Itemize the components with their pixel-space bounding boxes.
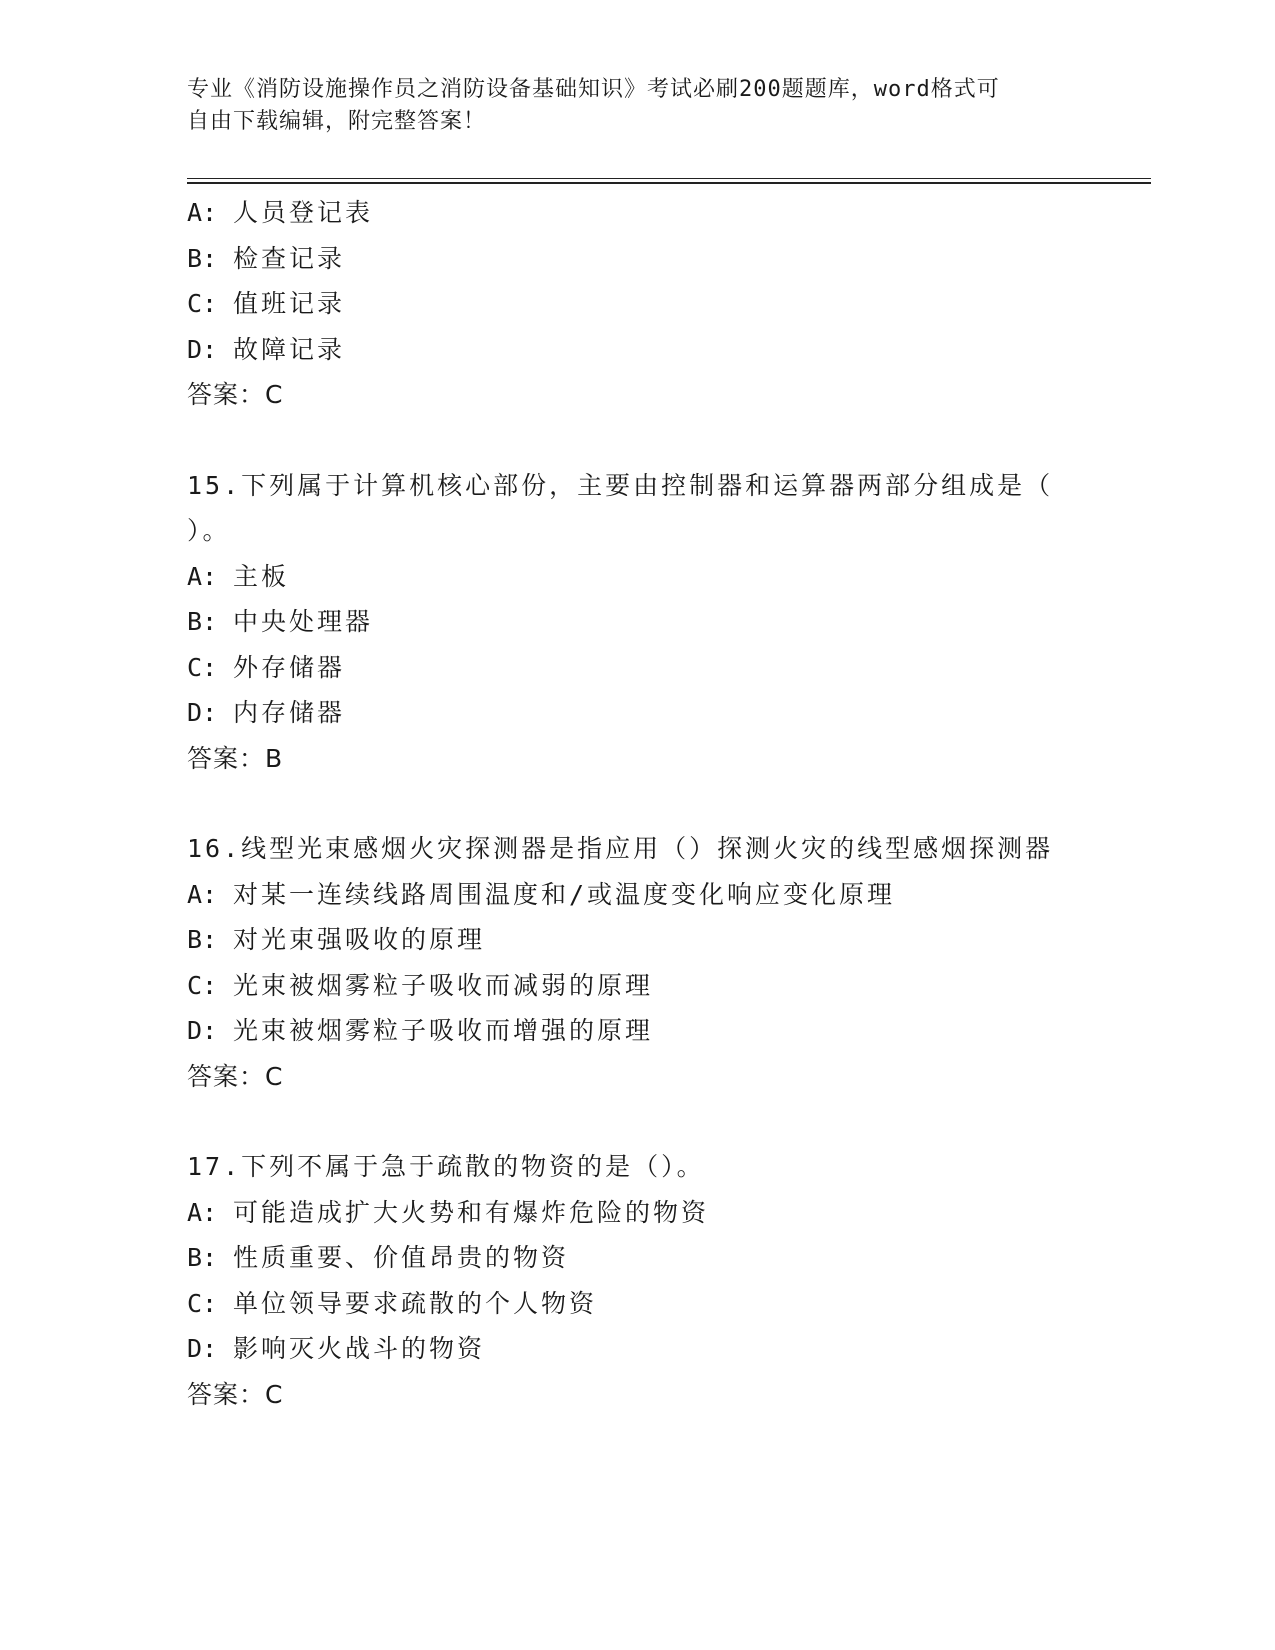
option-a: A: 可能造成扩大火势和有爆炸危险的物资 <box>187 1197 710 1227</box>
option-a: A: 主板 <box>187 561 290 591</box>
question-17 <box>187 1144 1117 1417</box>
answer: 答案：B <box>187 743 284 773</box>
option-b: B: 对光束强吸收的原理 <box>187 925 486 954</box>
option-d: D: 影响灭火战斗的物资 <box>187 1334 486 1363</box>
question-stem: 16.线型光束感烟火灾探测器是指应用（）探测火灾的线型感烟探测器 <box>187 834 1054 863</box>
question-14-continued <box>187 190 1117 418</box>
option-b: B: 检查记录 <box>187 243 346 273</box>
answer: 答案：C <box>187 1061 284 1091</box>
option-c: C: 值班记录 <box>187 289 346 318</box>
header-divider <box>187 178 1151 184</box>
option-d: D: 故障记录 <box>187 334 346 364</box>
question-list <box>187 190 1117 1417</box>
option-b: B: 性质重要、价值昂贵的物资 <box>187 1243 570 1272</box>
question-15 <box>187 463 1117 782</box>
document-header <box>187 74 1067 138</box>
header-line-1: 专业《消防设施操作员之消防设备基础知识》考试必刷200题题库，word格式可 <box>187 77 1000 102</box>
option-d: D: 光束被烟雾粒子吸收而增强的原理 <box>187 1016 654 1045</box>
option-a: A: 对某一连续线路周围温度和/或温度变化响应变化原理 <box>187 879 896 909</box>
option-c: C: 外存储器 <box>187 652 346 682</box>
option-a: A: 人员登记表 <box>187 198 374 227</box>
option-b: B: 中央处理器 <box>187 607 374 636</box>
header-line-2: 自由下载编辑，附完整答案！ <box>187 109 487 134</box>
option-c: C: 单位领导要求疏散的个人物资 <box>187 1288 598 1318</box>
answer: 答案：C <box>187 1379 284 1409</box>
option-c: C: 光束被烟雾粒子吸收而减弱的原理 <box>187 970 654 1000</box>
question-stem-continued: ）。 <box>187 516 231 545</box>
question-stem: 15.下列属于计算机核心部份，主要由控制器和运算器两部分组成是（ <box>187 470 1054 500</box>
question-16 <box>187 826 1117 1099</box>
question-stem: 17.下列不属于急于疏散的物资的是（）。 <box>187 1152 705 1181</box>
option-d: D: 内存储器 <box>187 698 346 727</box>
answer: 答案：C <box>187 380 284 409</box>
